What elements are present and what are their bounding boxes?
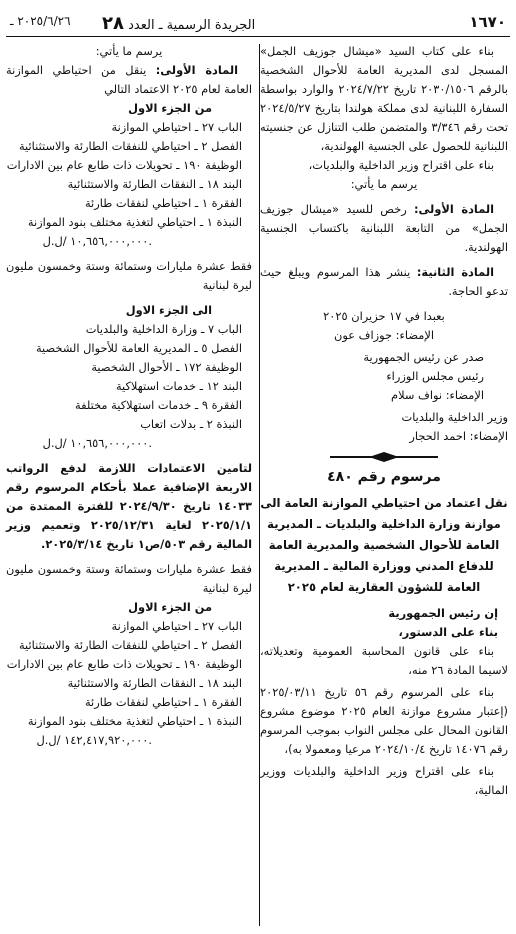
from2-line-3: الوظيفة ١٩٠ ـ تحويلات ذات طابع عام بين الادارات bbox=[6, 657, 242, 671]
article-1 bbox=[260, 200, 508, 257]
from-line-2: الفصل ٢ ـ احتياطي للنفقات الطارئة والاستثنائية bbox=[18, 139, 242, 153]
gazette-name: الجريدة الرسمية ـ العدد bbox=[128, 18, 256, 33]
minister-title: وزير الداخلية والبلديات bbox=[401, 410, 508, 424]
basis-line-1: بناء على قانون المحاسبة العمومية وتعديلاته، لاسيما المادة ٢٦ منه، bbox=[260, 644, 508, 677]
from2-line-1: الباب ٢٧ ـ احتياطي الموازنة bbox=[111, 619, 242, 633]
to-line-2: الفصل ٥ ـ المديرية العامة للأحوال الشخصية bbox=[35, 341, 242, 355]
basis-proposal: بناء على اقتراح وزير الداخلية والبلديات، bbox=[308, 158, 494, 172]
issue-number: ٢٨ bbox=[102, 13, 124, 34]
amount-words-repeat: فقط عشرة مليارات وستمائة وستة وخمسون مليون ليرة لبنانية bbox=[6, 562, 252, 595]
purpose-paragraph: لتامين الاعتمادات اللازمة لدفع الرواتب الاربعة الإضافية عملا بأحكام المرسوم رقم ١٤٠٣٣ تاريخ ٢٠٢٤/٩/٣٠ للفترة الممتدة من ٢٠٢٥/١/١ لغاية ٢٠٢٥/١٢/٣١ وتعميم وزير المالية رقم ٥٠٣/ص١ تاريخ ٢٠٢٥/٣/١٤. bbox=[6, 461, 252, 551]
amount-1-words: فقط عشرة مليارات وستمائة وستة وخمسون مليون ليرة لبنانية bbox=[6, 259, 252, 292]
signature-minister: الإمضاء: احمد الحجار bbox=[409, 429, 508, 443]
from-line-1: الباب ٢٧ ـ احتياطي الموازنة bbox=[111, 120, 242, 134]
from-line-3: الوظيفة ١٩٠ ـ تحويلات ذات طابع عام بين الادارات bbox=[6, 158, 242, 172]
to-line-6: النبذة ٢ ـ بدلات اتعاب bbox=[140, 417, 242, 431]
intro-paragraph: بناء على كتاب السيد «ميشال جوزيف الجمل» المسجل لدى المديرية العامة للأحوال الشخصية بالرقم ٢٠٣٠/١٥٠٦ تاريخ ٢٠٢٤/٧/٢٢ والوارد بواسطة السفارة اللبنانية لدى مملكة هولندا بتاريخ ٢٠٢٤/٥/٢٧ تحت رقم ٣/٣٤٦ والمتضمن طلب التنازل عن جنسيته اللبنانية للحصول على الجنسية الهولندية، bbox=[260, 44, 509, 153]
signature-pm: الإمضاء: نواف سلام bbox=[391, 388, 484, 402]
decree-number: مرسوم رقم ٤٨٠ bbox=[327, 469, 441, 485]
to-part-heading: الى الجزء الاول bbox=[125, 303, 212, 317]
constitution-line: بناء على الدستور، bbox=[398, 625, 498, 639]
decree-intro: يرسم ما يأتي: bbox=[350, 177, 418, 191]
left-article-1-label: المادة الأولى: bbox=[155, 63, 238, 77]
article-1-text: رخص للسيد «ميشال جوزيف الجمل» من التابعة اللبنانية باكتساب الجنسية الهولندية. bbox=[260, 202, 508, 254]
gazette-title bbox=[102, 13, 255, 34]
signature-president: الإمضاء: جوزاف عون bbox=[334, 328, 434, 342]
issue-date: ٢٠٢٥/٦/٢٦ ـ bbox=[10, 14, 71, 28]
amount-2: ١٠,٦٥٦,٠٠٠,٠٠٠ /ل.ل. bbox=[42, 436, 152, 450]
basis-line-2: بناء على المرسوم رقم ٥٦ تاريخ ٢٠٢٥/٠٣/١١ (إعتبار مشروع موازنة العام ٢٠٢٥ موضوع مشروع القانون المحال على مجلس النواب بموجب المرسوم رقم ١٤٠٧٦ تاريخ ٢٠٢٤/١٠/٤ مرعيا ومعمولا به)، bbox=[260, 685, 508, 756]
decree-intro-left: يرسم ما يأتي: bbox=[95, 44, 163, 58]
to-line-1: الباب ٧ ـ وزارة الداخلية والبلديات bbox=[85, 322, 242, 336]
decree-title: نقل اعتماد من احتياطي الموازنة العامة الى موازنة وزارة الداخلية والبلديات ـ المديرية العامة للأحوال الشخصية والمديرية العامة للدفاع المدني ووزارة المالية ـ المديرية العامة للشؤون العقارية لعام ٢٠٢٥ bbox=[260, 496, 508, 594]
from-line-5: الفقرة ١ ـ احتياطي لنفقات طارئة bbox=[84, 196, 242, 210]
from2-line-2: الفصل ٢ ـ احتياطي للنفقات الطارئة والاستثنائية bbox=[18, 638, 242, 652]
from-part-heading-2: من الجزء الاول bbox=[128, 600, 212, 614]
amount-1: ١٠,٦٥٦,٠٠٠,٠٠٠ /ل.ل. bbox=[42, 234, 152, 248]
president-line: إن رئيس الجمهورية bbox=[388, 606, 498, 620]
left-article-1-text: ينقل من احتياطي الموازنة العامة لعام ٢٠٢٥ الاعتماد التالي bbox=[6, 63, 252, 96]
article-2-label: المادة الثانية: bbox=[416, 265, 494, 279]
article-1-label: المادة الأولى: bbox=[413, 202, 495, 216]
amount-3: ١٤٢,٤١٧,٩٢٠,٠٠٠ /ل.ل. bbox=[36, 733, 152, 747]
basis-line-3: بناء على اقتراح وزير الداخلية والبلديات ووزير المالية، bbox=[260, 764, 508, 797]
from2-line-6: النبذة ١ ـ احتياطي لتغذية مختلف بنود الموازنة bbox=[27, 714, 242, 728]
article-2-text: ينشر هذا المرسوم ويبلغ حيث تدعو الحاجة. bbox=[260, 265, 508, 298]
section-separator bbox=[260, 452, 508, 462]
article-2 bbox=[260, 263, 508, 301]
from2-line-4: البند ١٨ ـ النفقات الطارئة والاستثنائية bbox=[67, 676, 242, 690]
to-line-3: الوظيفة ١٧٢ ـ الأحوال الشخصية bbox=[91, 360, 242, 374]
to-line-4: البند ١٢ ـ خدمات استهلاكية bbox=[115, 379, 242, 393]
from-line-4: البند ١٨ ـ النفقات الطارئة والاستثنائية bbox=[67, 177, 242, 191]
from-line-6: النبذة ١ ـ احتياطي لتغذية مختلف بنود الموازنة bbox=[27, 215, 242, 229]
issued-by: صدر عن رئيس الجمهورية bbox=[363, 350, 484, 364]
left-article-1 bbox=[6, 61, 252, 99]
from2-line-5: الفقرة ١ ـ احتياطي لنفقات طارئة bbox=[84, 695, 242, 709]
pm-title: رئيس مجلس الوزراء bbox=[386, 369, 484, 383]
from-part-heading: من الجزء الاول bbox=[128, 101, 212, 115]
right-column bbox=[260, 42, 508, 928]
page-number: ١٦٧٠ bbox=[469, 13, 506, 31]
left-column bbox=[6, 42, 252, 928]
decree-date: بعبدا في ١٧ حزيران ٢٠٢٥ bbox=[323, 309, 445, 323]
page-header bbox=[6, 10, 510, 37]
to-line-5: الفقرة ٩ ـ خدمات استهلاكية مختلفة bbox=[75, 398, 242, 412]
